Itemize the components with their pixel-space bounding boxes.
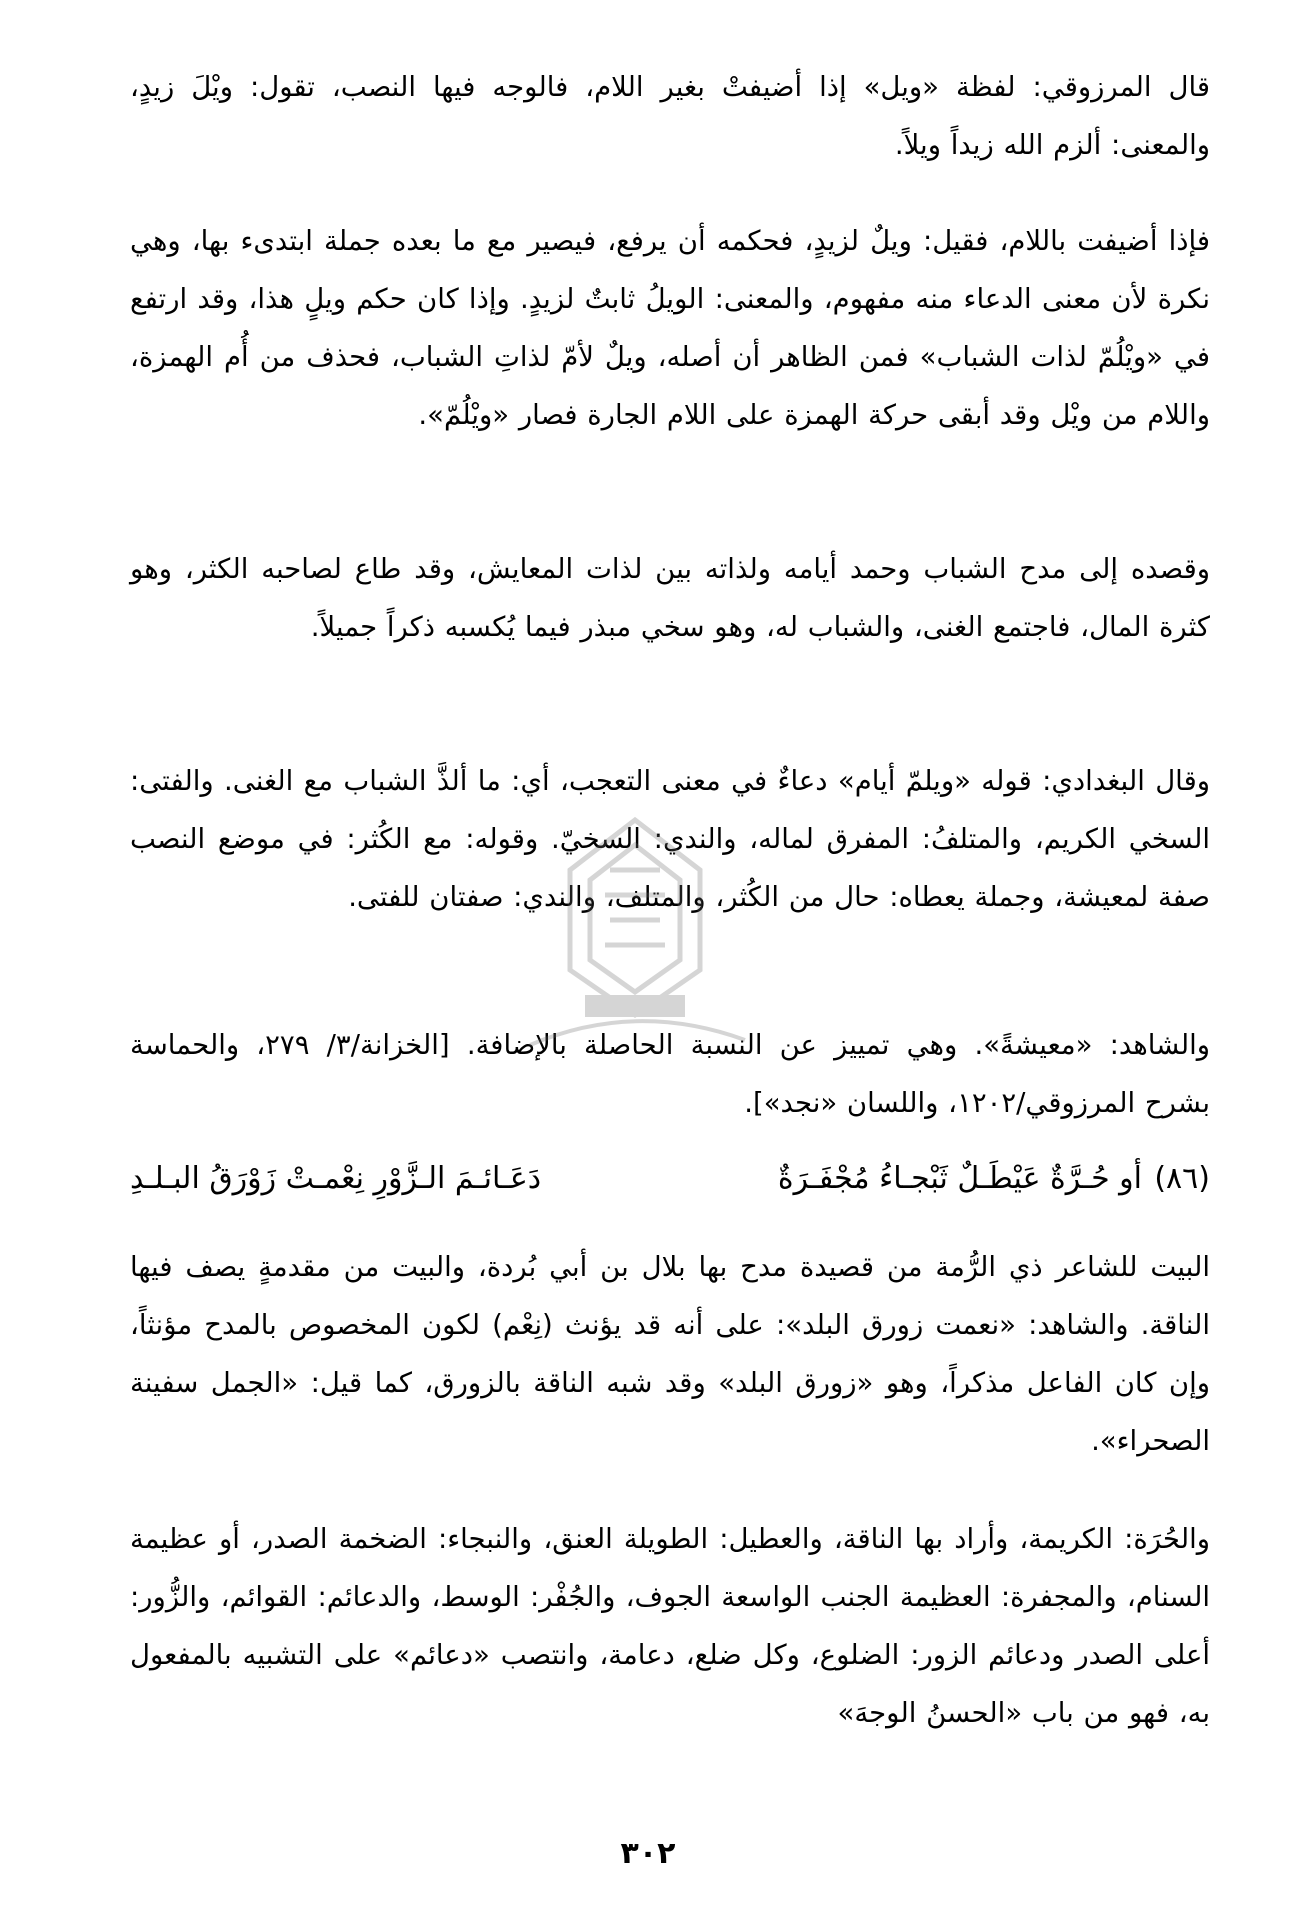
paragraph-evidence-references: والشاهد: «معيشةً». وهي تمييز عن النسبة الحاصلة بالإضافة. [الخزانة/٣/ ٢٧٩، والحماسة بشرح المرزوقي/١٢٠٢، واللسان «نجد»]. [130, 1029, 1211, 1119]
paragraph-verse-explanation: البيت للشاعر ذي الرُّمة من قصيدة مدح بها بلال بن أبي بُردة، والبيت من مقدمةٍ يصف فيها الناقة. والشاهد: «نعمت زورق البلد»: على أنه قد يؤنث (نِعْم) لكون المخصوص بالمدح مؤنثاً، وإن كان الفاعل مذكراً، وهو «زورق البلد» وقد شبه الناقة بالزورق، كما قيل: «الجمل سفينة الصحراء». [130, 1251, 1210, 1457]
paragraph-marzouqi-weil: قال المرزوقي: لفظة «ويل» إذا أضيفتْ بغير اللام، فالوجه فيها النصب، تقول: ويْلَ زيدٍ، والمعنى: ألزم الله زيداً ويلاً. [130, 71, 1210, 161]
paragraph-baghdadi: وقال البغدادي: قوله «ويلمّ أيام» دعاءٌ في معنى التعجب، أي: ما ألذَّ الشباب مع الغنى. والفتى: السخي الكريم، والمتلفُ: المفرق لماله، والندي: السخيّ. وقوله: مع الكُثر: في موضع النصب صفة لمعيشة، وجملة يعطاه: حال من الكُثر، والمتلف، والندي: صفتان للفتى. [130, 765, 1210, 913]
verse-second-hemistich: دَعَـائـمَ الـزَّوْرِ نِعْمـتْ زَوْرَقُ البـلـدِ [130, 1161, 542, 1196]
page-number: ٣٠٢ [620, 1836, 676, 1871]
paragraph-praise-of-youth: وقصده إلى مدح الشباب وحمد أيامه ولذاته بين لذات المعايش، وقد طاع لصاحبه الكثر، وهو كثرة المال، فاجتمع الغنى، والشباب له، وهو سخي مبذر فيما يُكسبه ذكراً جميلاً. [130, 553, 1210, 643]
library-watermark-seal [470, 800, 800, 1080]
verse-first-hemistich: أو حُـرَّةٌ عَيْطَـلٌ ثَبْجـاءُ مُجْفَـرَةٌ [777, 1161, 1142, 1196]
poetry-verse-86 [130, 1150, 1210, 1208]
paragraph-weil-with-lam: فإذا أضيفت باللام، فقيل: ويلٌ لزيدٍ، فحكمه أن يرفع، فيصير مع ما بعده جملة ابتدىء بها، وهي نكرة لأن معنى الدعاء منه مفهوم، والمعنى: الويلُ ثابتٌ لزيدٍ. وإذا كان حكم ويلٍ هذا، وقد ارتفع في «ويْلُمّ لذات الشباب» فمن الظاهر أن أصله، ويلٌ لأمّ لذاتِ الشباب، فحذف من أُم الهمزة، واللام من ويْل وقد أبقى حركة الهمزة على اللام الجارة فصار «ويْلُمّ». [130, 225, 1210, 431]
paragraph-vocabulary: والحُرَة: الكريمة، وأراد بها الناقة، والعطيل: الطويلة العنق، والنبجاء: الضخمة الصدر، أو عظيمة السنام، والمجفرة: العظيمة الجنب الواسعة الجوف، والجُفْر: الوسط، والدعائم: القوائم، والزُّور: أعلى الصدر ودعائم الزور: الضلوع، وكل ضلع، دعامة، وانتصب «دعائم» على التشبيه بالمفعول به، فهو من باب «الحسنُ الوجهَ» [130, 1523, 1210, 1729]
verse-number: (٨٦) [1154, 1161, 1210, 1196]
